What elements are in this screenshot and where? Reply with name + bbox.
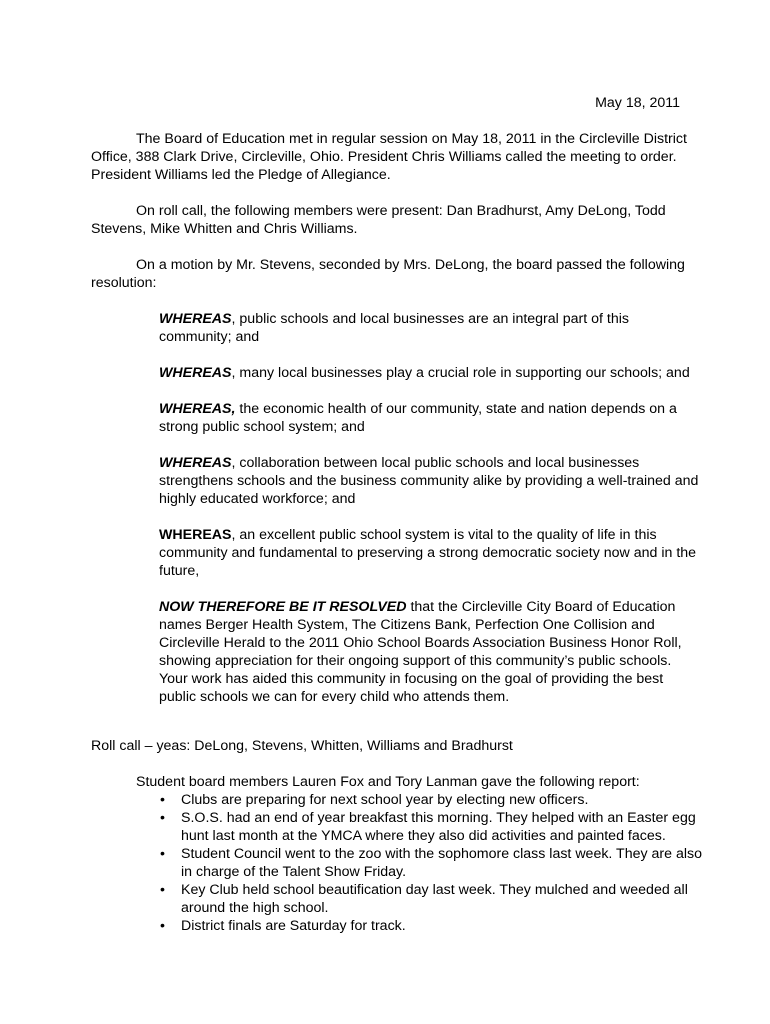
list-item bbox=[160, 881, 711, 917]
roll-call-vote: Roll call – yeas: DeLong, Stevens, Whitten, Williams and Bradhurst bbox=[91, 738, 513, 754]
list-item-text: Student Council went to the zoo with the sophomore class last week. They are also in charge of the Talent Show Friday. bbox=[181, 846, 703, 880]
report-section bbox=[91, 737, 711, 935]
list-item bbox=[160, 845, 711, 881]
clause-text: , public schools and local businesses are an integral part of this community; and bbox=[159, 311, 630, 345]
bullet-icon: • bbox=[160, 846, 165, 862]
list-item-text: S.O.S. had an end of year breakfast this morning. They helped with an Easter egg hunt last month at the YMCA where they also did activities and painted faces. bbox=[181, 810, 696, 844]
resolved-clause bbox=[159, 598, 699, 706]
clause-lead: NOW THEREFORE BE IT RESOLVED bbox=[159, 599, 407, 615]
resolution-clause bbox=[159, 310, 699, 346]
report-list bbox=[91, 791, 711, 935]
list-item-text: District finals are Saturday for track. bbox=[181, 918, 406, 934]
clause-text: , collaboration between local public schools and local businesses strengthens schools and the business community alike by providing a well-trained and highly educated workforce; and bbox=[159, 455, 699, 507]
list-item-text: Key Club held school beautification day last week. They mulched and weeded all around the high school. bbox=[181, 882, 688, 916]
clause-lead: WHEREAS bbox=[159, 365, 232, 381]
clause-lead: WHEREAS bbox=[159, 455, 232, 471]
list-item bbox=[160, 791, 711, 809]
clause-lead: WHEREAS bbox=[159, 311, 232, 327]
meeting-date: May 18, 2011 bbox=[595, 95, 680, 111]
clause-lead: WHEREAS bbox=[159, 527, 232, 543]
opening-paragraph: The Board of Education met in regular session on May 18, 2011 in the Circleville District Office, 388 Clark Drive, Circleville, Ohio. President Chris Williams called the meeting to order. President Williams led the Pledge of Allegiance. bbox=[91, 131, 687, 183]
resolution-clause bbox=[159, 454, 699, 508]
resolution-clause bbox=[159, 400, 699, 436]
list-item-text: Clubs are preparing for next school year by electing new officers. bbox=[181, 792, 589, 808]
bullet-icon: • bbox=[160, 810, 165, 826]
motion-paragraph: On a motion by Mr. Stevens, seconded by Mrs. DeLong, the board passed the following resolution: bbox=[91, 257, 685, 291]
list-item bbox=[160, 917, 711, 935]
bullet-icon: • bbox=[160, 882, 165, 898]
minutes-body bbox=[91, 130, 699, 706]
resolution-clause bbox=[159, 364, 699, 382]
list-item bbox=[160, 809, 711, 845]
bullet-icon: • bbox=[160, 792, 165, 808]
resolution-block bbox=[159, 310, 699, 706]
resolution-clause bbox=[159, 526, 699, 580]
clause-text: , many local businesses play a crucial role in supporting our schools; and bbox=[231, 365, 690, 381]
clause-text: , an excellent public school system is vital to the quality of life in this community and fundamental to preserving a strong democratic society now and in the future, bbox=[159, 527, 697, 579]
clause-lead: WHEREAS, bbox=[159, 401, 236, 417]
clause-text: that the Circleville City Board of Education names Berger Health System, The Citizens Bank, Perfection One Collision and Circleville Herald to the 2011 Ohio School Boards Association Business Honor Roll, showing appreciation for their ongoing support of this community’s public schools. Your work has aided this community in focusing on the goal of providing the best public schools we can for every child who attends them. bbox=[159, 599, 682, 705]
roll-call-paragraph: On roll call, the following members were present: Dan Bradhurst, Amy DeLong, Todd Stevens, Mike Whitten and Chris Williams. bbox=[91, 203, 666, 237]
clause-text: the economic health of our community, state and nation depends on a strong public school system; and bbox=[159, 401, 677, 435]
bullet-icon: • bbox=[160, 918, 165, 934]
report-intro: Student board members Lauren Fox and Tory Lanman gave the following report: bbox=[136, 774, 640, 790]
